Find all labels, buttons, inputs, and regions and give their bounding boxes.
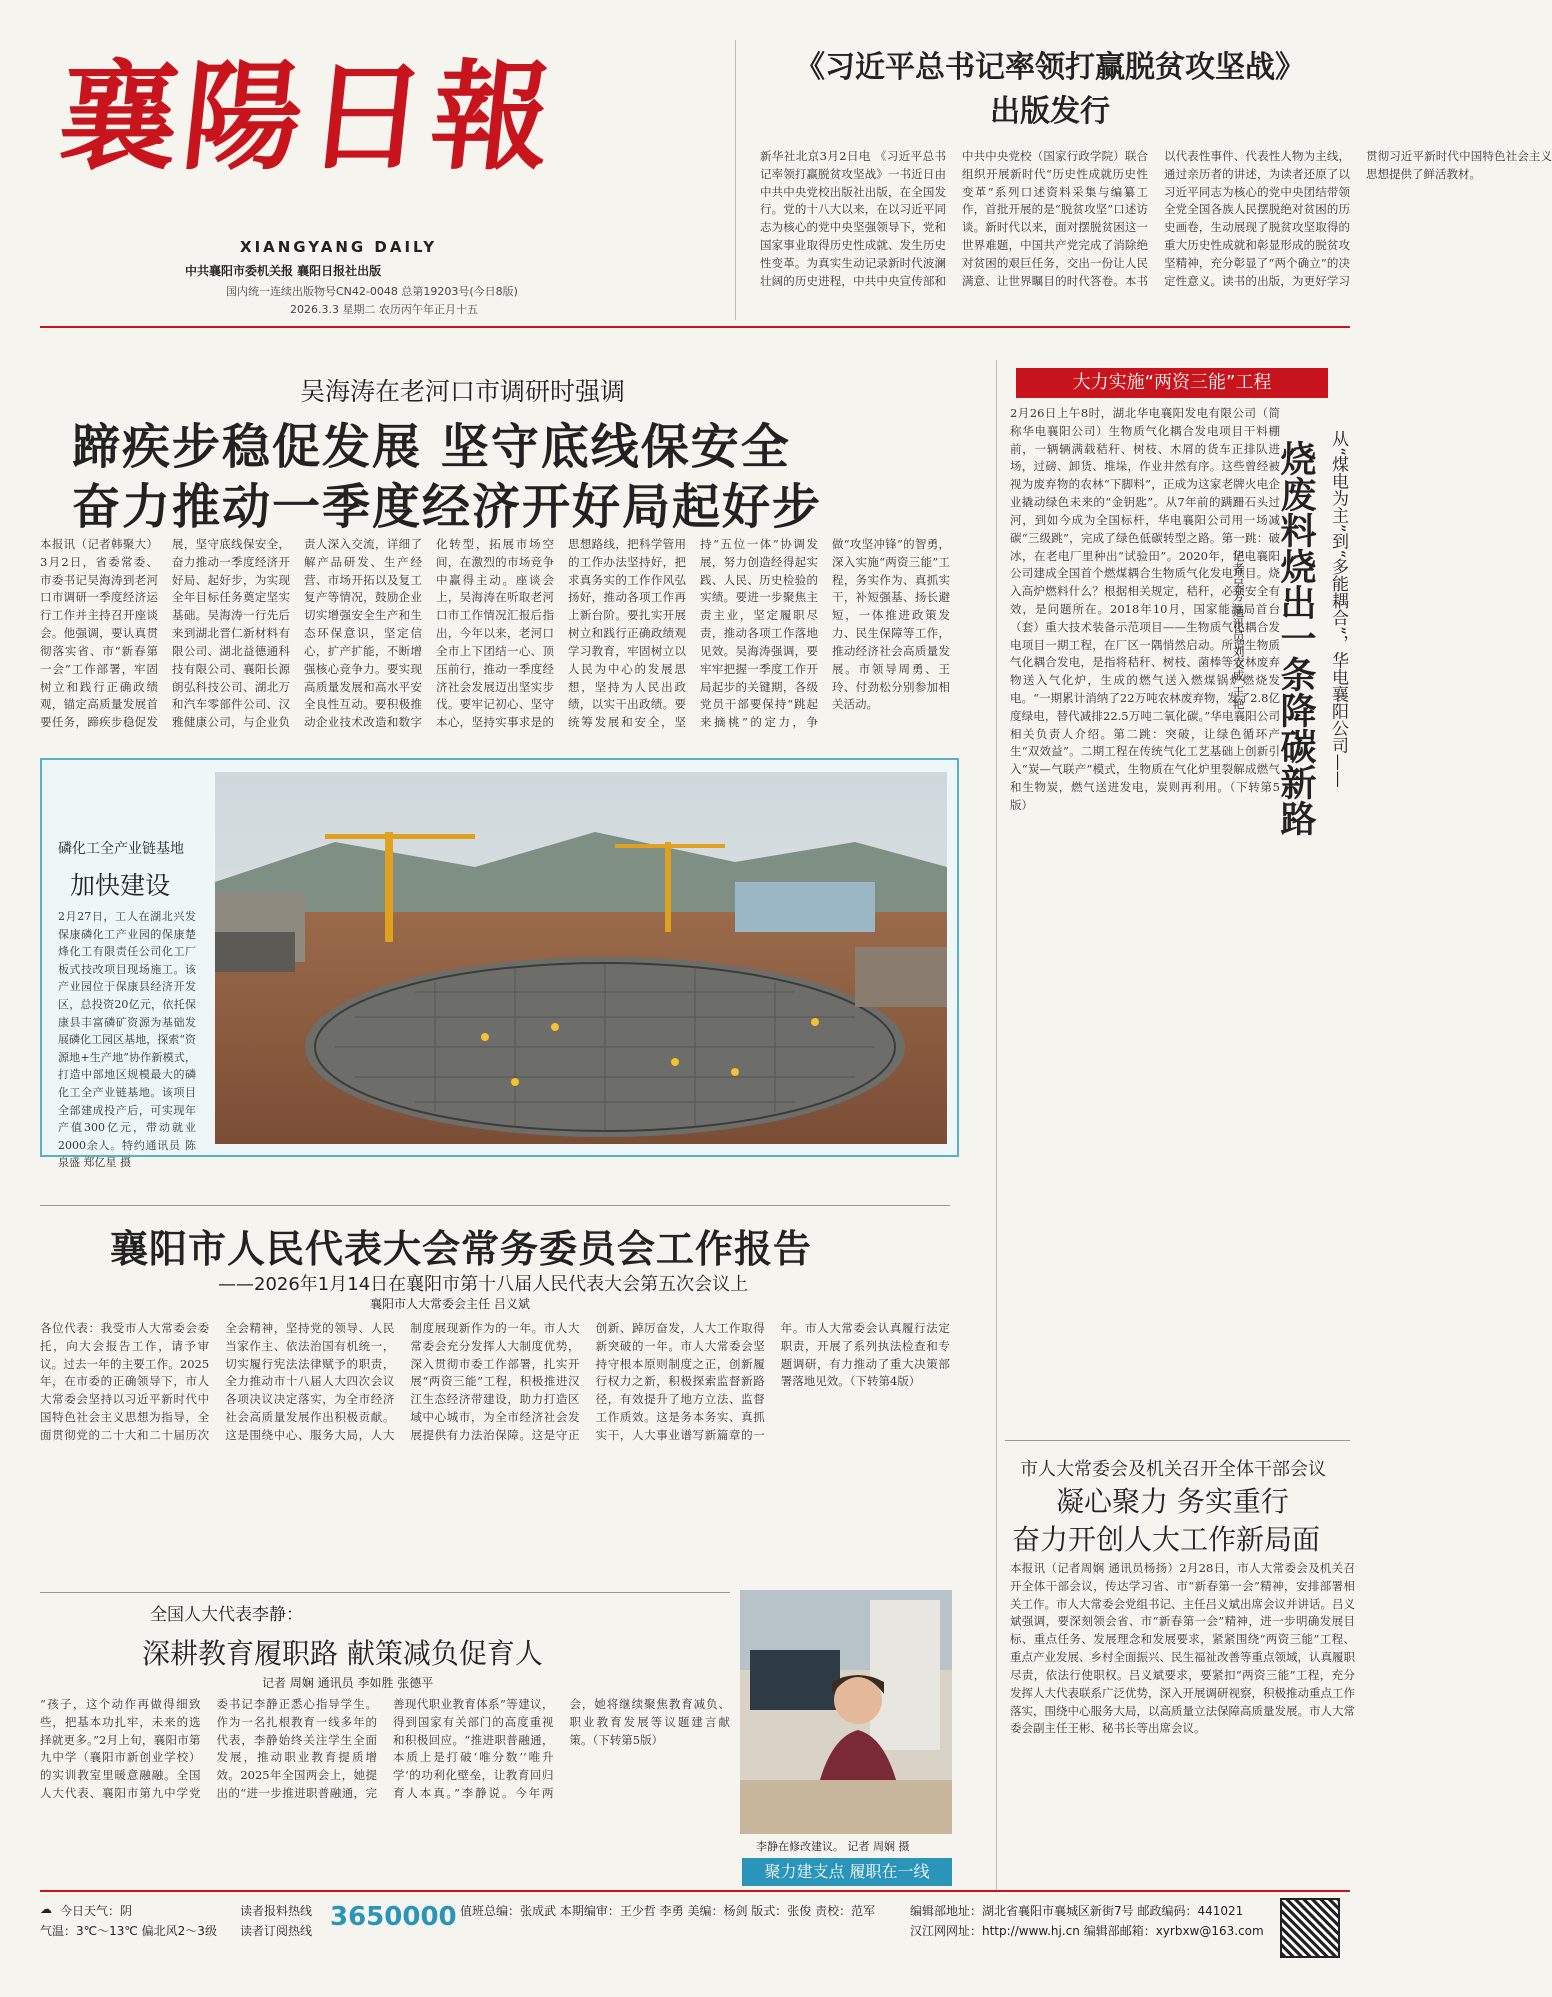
weather-label: 今日天气：阴 — [60, 1904, 133, 1918]
footer-editors: 值班总编：张成武 本期编审：王少哲 李勇 美编：杨剑 版式：张俊 责校：范军 — [460, 1904, 876, 1918]
divider — [40, 1205, 950, 1206]
book-headline-line1: 《习近平总书记率领打赢脱贫攻坚战》 — [795, 50, 1305, 85]
hotline-subscribe: 读者订阅热线 — [240, 1924, 313, 1938]
npc-title: 深耕教育履职路 献策减负促育人 — [142, 1637, 543, 1670]
npc-banner: 聚力建支点 履职在一线 — [742, 1858, 952, 1886]
divider — [1005, 1440, 1350, 1441]
footer-rule — [40, 1890, 1350, 1892]
npc-photo — [740, 1590, 952, 1834]
divider — [996, 360, 997, 1890]
right-vtitle-big: 烧废料烧出一条降碳新路 — [1275, 440, 1316, 836]
qr-code — [1280, 1898, 1340, 1958]
masthead-title: 襄陽日報 — [52, 47, 564, 186]
weather-detail: 气温：3℃～13℃ 偏北风2～3级 — [40, 1924, 217, 1938]
report-author: 襄阳市人大常委会主任 吕义斌 — [370, 1297, 530, 1311]
column-label: 大力实施“两资三能”工程 — [1016, 368, 1328, 398]
hotline-number: 3650000 — [330, 1902, 457, 1932]
npc-kicker: 全国人大代表李静： — [150, 1605, 303, 1625]
report-title: 襄阳市人民代表大会常务委员会工作报告 — [110, 1226, 813, 1271]
hotline-report: 读者报料热线 — [240, 1904, 313, 1918]
masthead-english: XIANGYANG DAILY — [240, 238, 438, 256]
right-body: 2月26日上午8时，湖北华电襄阳发电有限公司（简称华电襄阳公司）生物质气化耦合发电项目干料棚前，一辆辆满载秸秆、树枝、木屑的货车正排队进场，过磅、卸货、堆垛，作业井然有序。这些曾经被视为废弃物的农林“下脚料”，正成为这家老牌火电企业撬动绿色未来的“金钥匙”。从7年前的蹒跚石头过河，到如今成为全国标杆，华电襄阳公司用一场减碳“三级跳”，完成了绿色低碳转型之路。第一跳：破冰，在老电厂里种出“试验田”。2020年，华电襄阳公司建成全国首个燃煤耦合生物质气化发电项目。烧入高炉燃料什么？根据相关规定，秸秆，必须安全有效，是问题所在。2018年10月，国家能源局首台（套）重大技术装备示范项目——生物质气化耦合发电项目一期工程，在厂区一隅悄然启动。所谓生物质气化耦合发电，是指将秸秆、树枝、菌棒等农林废弃物送入气化炉，生成的燃气送入燃煤锅炉燃烧发电。“一期累计消纳了22万吨农林废弃物，发了2.8亿度绿电，替代减排22.5万吨二氧化碳。”华电襄阳公司相关负责人介绍。第二跳：突破，让绿色循环产生“双效益”。二期工程在传统气化工艺基础上创新引入“炭—气联产”模式，生物质在气化炉里裂解成燃气和生物炭，燃气送进发电，炭则再利用。（下转第5版） — [1010, 406, 1280, 812]
footer-web: 汉江网网址：http://www.hj.cn 编辑部邮箱：xyrbxw@163.com — [910, 1924, 1264, 1938]
meeting-body: 本报讯（记者周娴 通讯员杨扬）2月28日，市人大常委会及机关召开全体干部会议，传达学习省、市“新春第一会”精神，安排部署相关工作。市人大常委会党组书记、主任吕义斌出席会议并讲话。吕义斌强调，要深刻领会省、市“新春第一会”精神，进一步明确发展目标、重点任务、发展理念和发展要求，紧紧围绕“两资三能”工程、重点产业发展、乡村全面振兴、民生福祉改善等重点领域，认真履职尽责，依法行使职权。吕义斌要求，要紧扣“两资三能”工程，充分发挥人大代表联系广泛优势，深入开展调研视察，积极推动重点工作落实，围绕中心服务大局，以高质量立法保障高质量发展。市人大常委会副主任王彬、秘书长等出席会议。 — [1010, 1561, 1355, 1736]
photo-title: 加快建设 — [70, 871, 171, 900]
photo-kicker: 磷化工全产业链基地 — [58, 841, 184, 857]
right-vtitle-small: 从“煤电为主”到“多能耦合”，华电襄阳公司—— — [1328, 430, 1348, 788]
lead-kicker: 吴海涛在老河口市调研时强调 — [300, 377, 626, 406]
lead-title-line1: 蹄疾步稳促发展 坚守底线保安全 — [72, 419, 791, 475]
lead-body: 本报讯（记者韩聚大）3月2日，省委常委、市委书记吴海涛到老河口市调研一季度经济运行工作并主持召开座谈会。他强调，要认真贯彻落实省、市“新春第一会”工作部署，牢固树立和践行正确政绩观，锚定高质量发展首要任务，蹄疾步稳促发展，坚守底线保安全，奋力推动一季度经济开好局、起好步，为实现全年目标任务奠定坚实基础。吴海涛一行先后来到湖北晋仁新材料有限公司、湖北益德通科技有限公司、襄阳长源朗弘科技公司、湖北万和汽车零部件公司、汉雅健康公司，与企业负责人深入交流，详细了解产品研发、生产经营、市场开拓以及复工复产等情况，鼓励企业切实增强安全生产和生态环保意识，坚定信心，扩产扩能，不断增强核心竞争力。要实现高质量发展和高水平安全良性互动。要积极推动企业技术改造和数字化转型，拓展市场空间，在激烈的市场竞争中赢得主动。座谈会上，吴海涛在听取老河口市工作情况汇报后指出，今年以来，老河口全市上下团结一心、顶压前行，推动一季度经济社会发展迈出坚实步伐。要牢记初心、坚守本心，坚持实事求是的思想路线，把科学管用的工作办法坚持好，把求真务实的工作作风弘扬好，推动各项工作再上新台阶。要扎实开展树立和践行正确政绩观学习教育，牢固树立以人民为中心的发展思想，坚持为人民出政绩，以实干出政绩。要统筹发展和安全，坚持“五位一体”协调发展，努力创造经得起实践、人民、历史检验的实绩。要进一步聚焦主责主业，坚定履职尽责，推动各项工作落地见效。吴海涛强调，要牢牢把握一季度工作开局起步的关键期，各级党员干部要保持“跳起来摘桃”的定力，争做“攻坚冲锋”的智勇，深入实施“两资三能”工程，务实作为、真抓实干，补短强基、扬长避短，一体推进政策发力、民生保障等工作，推动经济社会高质量发展。市领导周勇、王玲、付劲松分别参加相关活动。 — [40, 537, 950, 730]
masthead-issue: 国内统一连续出版物号CN42-0048 总第19203号(今日8版) — [226, 285, 518, 298]
footer — [40, 1898, 1350, 1978]
photo-caption: 2月27日，工人在湖北兴发保康磷化工产业园的保康楚烽化工有限责任公司化工厂板式技改项目现场施工。该产业园位于保康县经济开发区，总投资20亿元，依托保康县丰富磷矿资源为基础发展磷化工园区基地，探索“资源地+生产地”协作新模式，打造中部地区规模最大的磷化工全产业链基地。该项目全部建成投产后，可实现年产值300亿元，带动就业2000余人。特约通讯员 陈泉盛 郑亿星 摄 — [58, 910, 196, 1170]
npc-byline: 记者 周娴 通讯员 李如胜 张德平 — [262, 1676, 434, 1690]
report-subtitle: ——2026年1月14日在襄阳市第十八届人民代表大会第五次会议上 — [218, 1274, 749, 1295]
meeting-kicker: 市人大常委会及机关召开全体干部会议 — [1020, 1459, 1326, 1480]
meeting-title-line1: 凝心聚力 务实重行 — [1056, 1485, 1289, 1518]
lead-title-line2: 奋力推动一季度经济开好局起好步 — [72, 479, 823, 535]
divider — [735, 40, 736, 320]
meeting-title-line2: 奋力开创人大工作新局面 — [1012, 1523, 1321, 1556]
right-vtitle-byline: 记者 吴芳 通讯员 刘文成 王艳 — [1231, 550, 1245, 710]
masthead-org: 中共襄阳市委机关报 襄阳日报社出版 — [185, 264, 382, 278]
report-body: 各位代表：我受市人大常委会委托，向大会报告工作，请予审议。过去一年的主要工作。2025年，在市委的正确领导下，市人大常委会坚持以习近平新时代中国特色社会主义思想为指导，全面贯彻党的二十大和二十届历次全会精神，坚持党的领导、人民当家作主、依法治国有机统一，切实履行宪法法律赋予的职责，全力推动市十八届人大四次会议各项决议决定落实，为全市经济社会高质量发展作出积极贡献。这是围绕中心、服务大局，人大制度展现新作为的一年。市人大常委会充分发挥人大制度优势，深入贯彻市委工作部署，扎实开展“两资三能”工程，积极推进汉江生态经济带建设，助力打造区域中心城市，为全市经济社会发展提供有力法治保障。这是守正创新、踔厉奋发，人大工作取得新突破的一年。市人大常委会坚持守根本原则制度之正，创新履行权力之新，积极探索监督新路径，有效提升了地方立法、监督工作质效。这是务本务实、真抓实干，人大事业谱写新篇章的一年。市人大常委会认真履行法定职责，开展了系列执法检查和专题调研，有力推动了重大决策部署落地见效。（下转第4版） — [40, 1321, 950, 1442]
masthead-rule — [40, 326, 1350, 328]
right-vertical-title — [1231, 430, 1364, 990]
book-headline-line2: 出版发行 — [990, 93, 1110, 129]
npc-photo-caption: 李静在修改建议。 记者 周娴 摄 — [756, 1840, 910, 1853]
book-body: 新华社北京3月2日电 《习近平总书记率领打赢脱贫攻坚战》一书近日由中共中央党校出版社出版，在全国发行。党的十八大以来，在以习近平同志为核心的党中央坚强领导下，党和国家事业取得历史性成就、发生历史性变革。为真实生动记录新时代波澜壮阔的历史进程，中共中央宣传部和中共中央党校（国家行政学院）联合组织开展新时代“历史性成就历史性变革”系列口述资料采集与编纂工作，首批开展的是“脱贫攻坚”口述访谈。新时代以来，面对摆脱贫困这一世界难题，中国共产党完成了消除绝对贫困的艰巨任务，交出一份让人民满意、让世界瞩目的时代答卷。本书以代表性事件、代表性人物为主线，通过亲历者的讲述，为读者还原了以习近平同志为核心的党中央团结带领全党全国各族人民摆脱绝对贫困的历史画卷，生动展现了脱贫攻坚取得的重大历史性成就和彰显形成的脱贫攻坚精神，充分彰显了“两个确立”的决定性意义。读书的出版，为更好学习贯彻习近平新时代中国特色社会主义思想提供了鲜活教材。 — [760, 149, 1552, 288]
book-headline — [750, 46, 1350, 133]
footer-address: 编辑部地址：湖北省襄阳市襄城区新街7号 邮政编码：441021 — [910, 1904, 1244, 1918]
construction-photo — [215, 772, 947, 1144]
npc-body: “孩子，这个动作再做得细致些，把基本功扎牢，未来的选择就更多。”2月上旬，襄阳市第九中学（襄阳市新创业学校）的实训教室里暖意融融。全国人大代表、襄阳市第九中学党委书记李静正悉心指导学生。作为一名扎根教育一线多年的代表，李静始终关注学生全面发展，推动职业教育提质增效。2025年全国两会上，她提出的“进一步推进职普融通，完善现代职业教育体系”等建议，得到国家有关部门的高度重视和积极回应。“推进职普融通，本质上是打破‘唯分数’‘唯升学’的功利化壁垒，让教育回归育人本真。”李静说。今年两会，她将继续聚焦教育减负、职业教育发展等议题建言献策。（下转第5版） — [40, 1697, 730, 1801]
weather-icon: ☁ — [40, 1902, 52, 1916]
masthead-date: 2026.3.3 星期二 农历丙午年正月十五 — [290, 303, 478, 316]
divider — [40, 1592, 730, 1593]
